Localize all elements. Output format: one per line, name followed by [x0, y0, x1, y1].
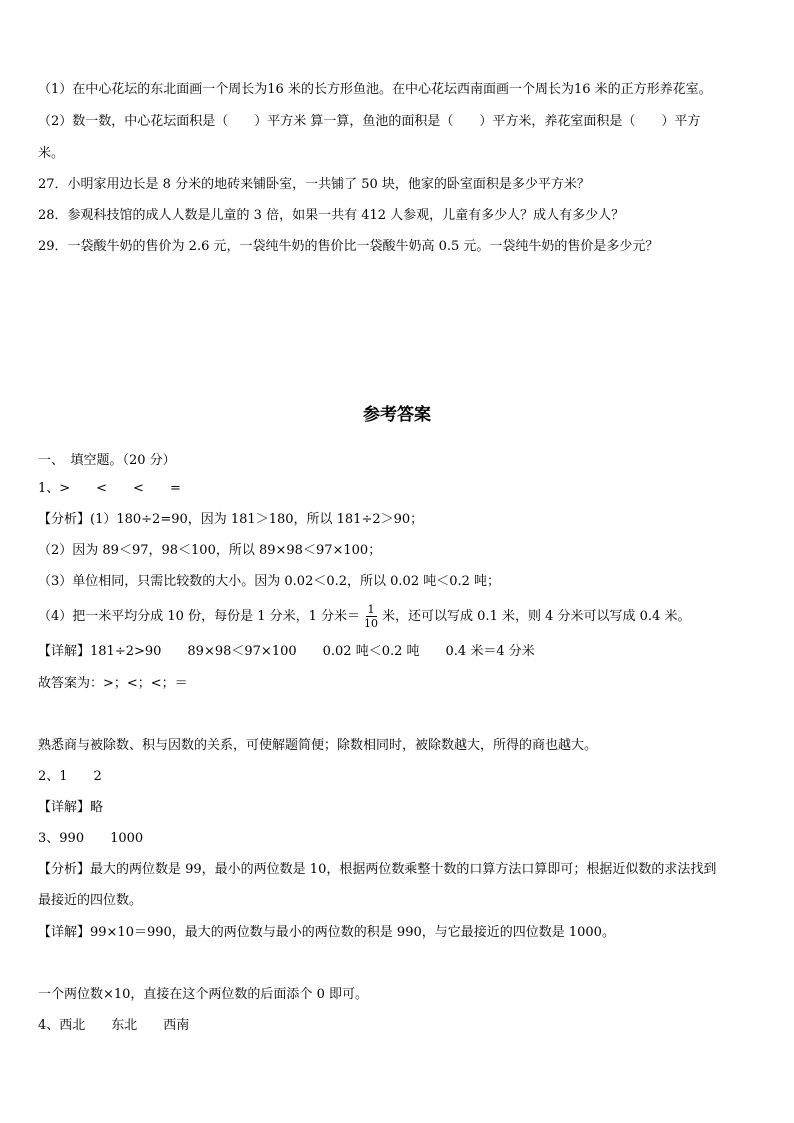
answer-1-analysis-4-prefix: （4）把一米平均分成 10 份，每份是 1 分米，1 分米＝: [38, 609, 361, 624]
question-26-part-2-continued: 米。: [38, 146, 65, 161]
answer-3-analysis-2: 最接近的四位数。: [38, 893, 143, 908]
fraction-one-tenth: [362, 603, 380, 630]
answer-1-analysis-2: （2）因为 89＜97，98＜100，所以 89×98＜97×100；: [38, 543, 382, 558]
answer-1-head: 1、> < < =: [38, 481, 181, 496]
fraction-denominator: 10: [364, 617, 379, 630]
section-1-heading: 一、 填空题。（20 分）: [38, 453, 176, 468]
answer-3-detail: 【详解】99×10＝990，最大的两位数与最小的两位数的积是 990，与它最接近的四位数是 1000。: [38, 925, 615, 940]
answer-1-analysis-3: （3）单位相同，只需比较数的大小。因为 0.02＜0.2，所以 0.02 吨＜0.2 吨；: [38, 574, 501, 589]
question-26-part-2: （2）数一数，中心花坛面积是（ ）平方米 算一算，鱼池的面积是（ ）平方米，养花室面积是（ ）平方: [38, 114, 701, 129]
answer-key-title: 参考答案: [363, 405, 431, 425]
answer-3-analysis-1: 【分析】最大的两位数是 99，最小的两位数是 10，根据两位数乘整十数的口算方法口算即可；根据近似数的求法找到: [38, 862, 717, 877]
answer-1-analysis-4: [38, 602, 758, 632]
answer-2-detail: 【详解】略: [38, 800, 104, 815]
fraction-numerator: 1: [367, 603, 375, 616]
question-29: 29．一袋酸牛奶的售价为 2.6 元，一袋纯牛奶的售价比一袋酸牛奶高 0.5 元。一袋纯牛奶的售价是多少元？: [38, 239, 659, 254]
question-28: 28．参观科技馆的成人人数是儿童的 3 倍，如果一共有 412 人参观，儿童有多少人？成人有多少人？: [38, 208, 625, 223]
question-27: 27．小明家用边长是 8 分米的地砖来铺卧室，一共铺了 50 块，他家的卧室面积是多少平方米？: [38, 177, 590, 192]
answer-1-note: 熟悉商与被除数、积与因数的关系，可使解题简便；除数相同时，被除数越大，所得的商也越大。: [38, 738, 598, 753]
answer-3-note: 一个两位数×10，直接在这个两位数的后面添个 0 即可。: [38, 987, 368, 1002]
answer-1-analysis-1: 【分析】(1）180÷2=90，因为 181＞180，所以 181÷2＞90；: [38, 512, 424, 527]
question-26-part-1: （1）在中心花坛的东北面画一个周长为16 米的长方形鱼池。在中心花坛西南面画一个周长为16 米的正方形养花室。: [38, 82, 712, 97]
answer-2-head: 2、1 2: [38, 769, 102, 784]
answer-4-head: 4、西北 东北 西南: [38, 1018, 190, 1033]
answer-3-head: 3、990 1000: [38, 831, 144, 846]
answer-1-conclusion: 故答案为：>；<；<；＝: [38, 676, 188, 691]
answer-1-detail: 【详解】181÷2>90 89×98＜97×100 0.02 吨＜0.2 吨 0.4 米＝4 分米: [38, 644, 535, 659]
answer-1-analysis-4-suffix: 米，还可以写成 0.1 米，则 4 分米可以写成 0.4 米。: [382, 609, 691, 624]
